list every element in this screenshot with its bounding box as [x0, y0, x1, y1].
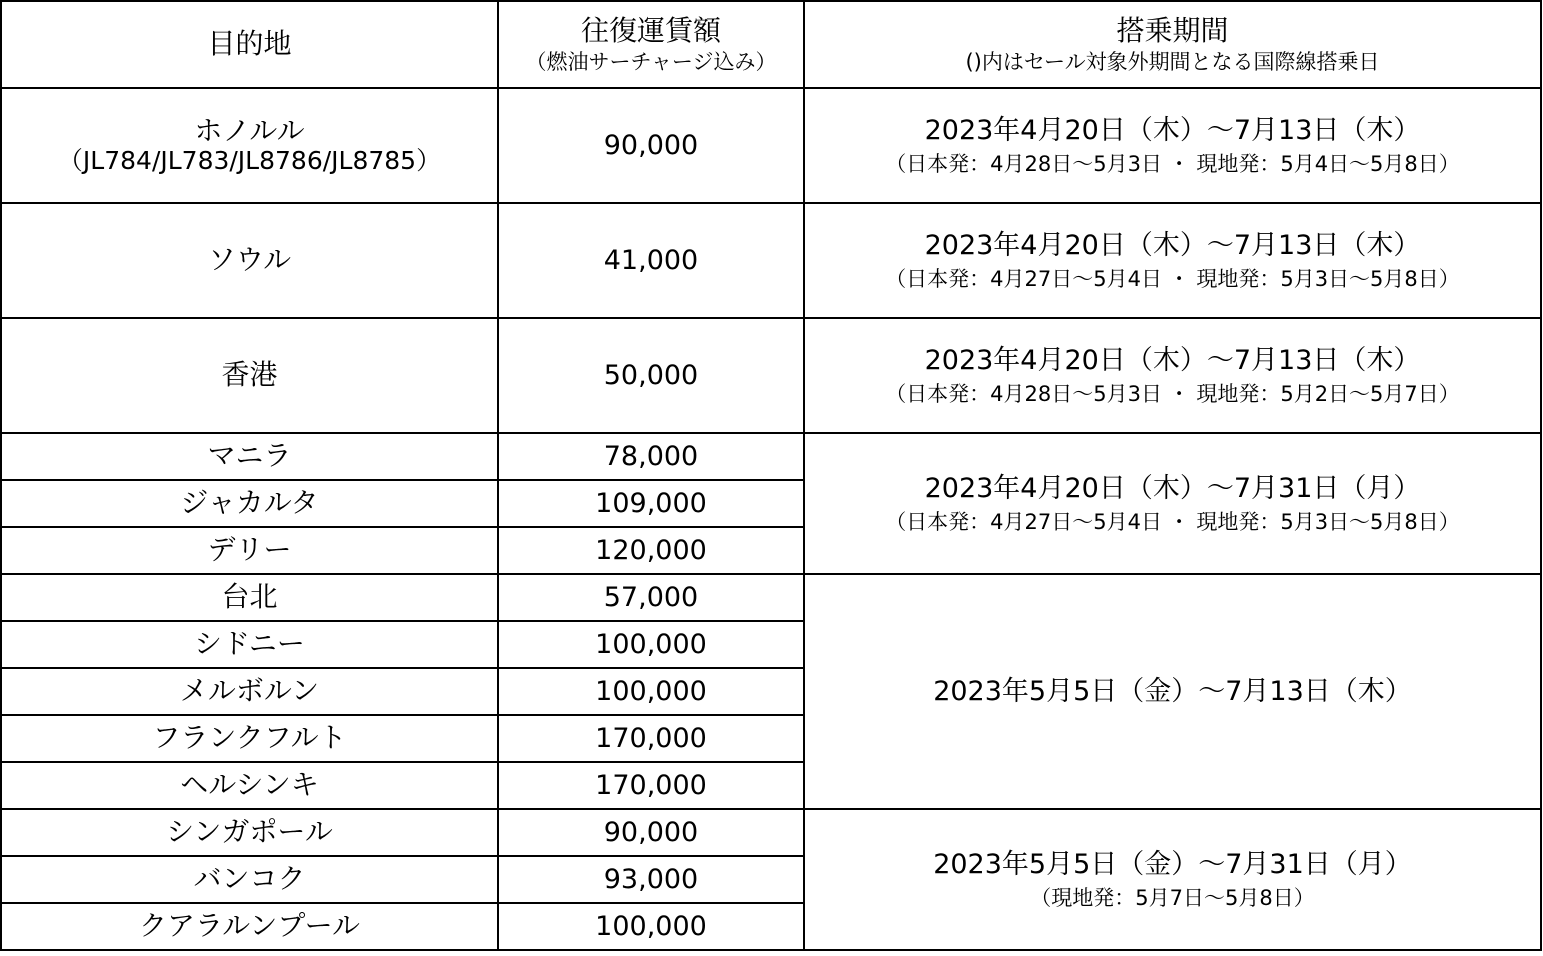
fare-cell: 170,000 [498, 762, 804, 809]
header-fare: 往復運賃額 （燃油サーチャージ込み） [498, 1, 804, 88]
fare-cell: 120,000 [498, 527, 804, 574]
period-note: （日本発：4月28日～5月3日 ・ 現地発：5月2日～5月7日） [885, 381, 1460, 406]
period-cell: 2023年4月20日（木）～7月31日（月） （日本発：4月27日～5月4日 ・ 現地発：5月3日～5月8日） [804, 433, 1541, 574]
table-row [1, 433, 1541, 480]
header-period: 搭乗期間 ()内はセール対象外期間となる国際線搭乗日 [804, 1, 1541, 88]
header-destination: 目的地 [1, 1, 498, 88]
destination-cell: クアラルンプール [1, 903, 498, 950]
fare-cell: 57,000 [498, 574, 804, 621]
period-note: （日本発：4月27日～5月4日 ・ 現地発：5月3日～5月8日） [885, 509, 1460, 534]
table-row [1, 88, 1541, 203]
period-cell: 2023年5月5日（金）～7月13日（木） [804, 574, 1541, 809]
header-period-note: ()内はセール対象外期間となる国際線搭乗日 [965, 49, 1380, 74]
fare-cell: 93,000 [498, 856, 804, 903]
fare-cell: 170,000 [498, 715, 804, 762]
destination-cell: シンガポール [1, 809, 498, 856]
flight-numbers: （JL784/JL783/JL8786/JL8785） [57, 146, 442, 176]
destination-cell: メルボルン [1, 668, 498, 715]
fare-cell: 90,000 [498, 88, 804, 203]
destination-cell: シドニー [1, 621, 498, 668]
table-row [1, 809, 1541, 856]
fare-cell: 100,000 [498, 621, 804, 668]
fare-cell: 109,000 [498, 480, 804, 527]
fare-cell: 50,000 [498, 318, 804, 433]
fare-cell: 78,000 [498, 433, 804, 480]
destination-cell: 台北 [1, 574, 498, 621]
destination-cell: ヘルシンキ [1, 762, 498, 809]
header-fare-note: （燃油サーチャージ込み） [525, 49, 777, 74]
fare-cell: 90,000 [498, 809, 804, 856]
header-row [1, 1, 1541, 88]
period-note: （日本発：4月27日～5月4日 ・ 現地発：5月3日～5月8日） [885, 266, 1460, 291]
destination-cell: マニラ [1, 433, 498, 480]
table-row [1, 574, 1541, 621]
period-note: （日本発：4月28日～5月3日 ・ 現地発：5月4日～5月8日） [885, 151, 1460, 176]
destination-cell: バンコク [1, 856, 498, 903]
fare-cell: 100,000 [498, 903, 804, 950]
fare-cell: 41,000 [498, 203, 804, 318]
period-cell: 2023年5月5日（金）～7月31日（月） （現地発：5月7日～5月8日） [804, 809, 1541, 950]
table-row [1, 318, 1541, 433]
period-note: （現地発：5月7日～5月8日） [1030, 885, 1315, 910]
destination-cell: ソウル [1, 203, 498, 318]
period-cell: 2023年4月20日（木）～7月13日（木） （日本発：4月28日～5月3日 ・ 現地発：5月2日～5月7日） [804, 318, 1541, 433]
destination-cell: ジャカルタ [1, 480, 498, 527]
fare-cell: 100,000 [498, 668, 804, 715]
period-cell: 2023年4月20日（木）～7月13日（木） （日本発：4月27日～5月4日 ・ 現地発：5月3日～5月8日） [804, 203, 1541, 318]
destination-cell: フランクフルト [1, 715, 498, 762]
destination-cell: 香港 [1, 318, 498, 433]
destination-cell: ホノルル （JL784/JL783/JL8786/JL8785） [1, 88, 498, 203]
table-row [1, 203, 1541, 318]
period-cell: 2023年4月20日（木）～7月13日（木） （日本発：4月28日～5月3日 ・ 現地発：5月4日～5月8日） [804, 88, 1541, 203]
destination-cell: デリー [1, 527, 498, 574]
